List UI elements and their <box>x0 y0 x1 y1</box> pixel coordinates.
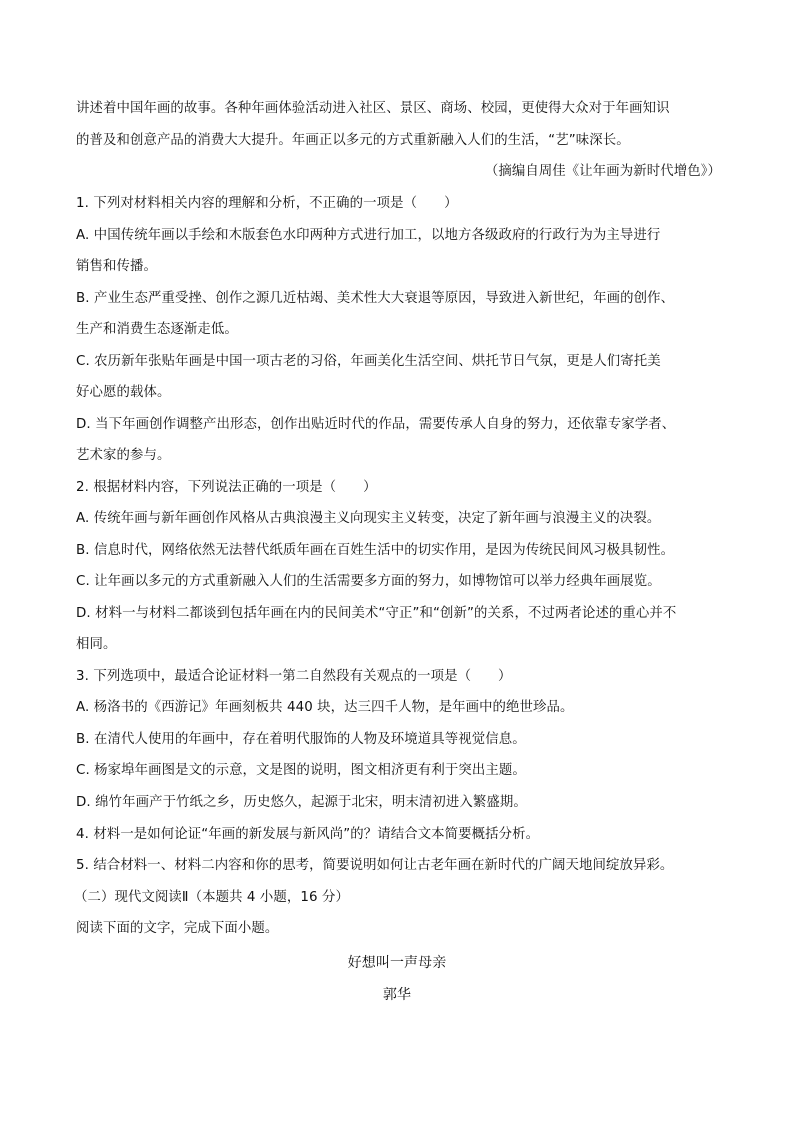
q1-option-b-cont: 生产和消费生态逐渐走低。 <box>76 322 238 337</box>
q1-option-c: C. 农历新年张贴年画是中国一项古老的习俗，年画美化生活空间、烘托节日气氛，更是人们寄托美 <box>76 354 661 369</box>
question-5: 5. 结合材料一、材料二内容和你的思考，简要说明如何让古老年画在新时代的广阔天地间绽放异彩。 <box>76 858 674 873</box>
q3-option-a: A. 杨洛书的《西游记》年画刻板共 440 块，达三四千人物，是年画中的绝世珍品。 <box>76 700 574 715</box>
q2-option-b: B. 信息时代，网络依然无法替代纸质年画在百姓生活中的切实作用，是因为传统民间风习极具韧性。 <box>76 543 675 558</box>
q3-option-b: B. 在清代人使用的年画中，存在着明代服饰的人物及环境道具等视觉信息。 <box>76 732 526 747</box>
q2-option-d-cont: 相同。 <box>76 637 117 652</box>
reading-instruction: 阅读下面的文字，完成下面小题。 <box>76 921 279 936</box>
q2-option-c: C. 让年画以多元的方式重新融入人们的生活需要多方面的努力，如博物馆可以举力经典年画展览。 <box>76 574 661 589</box>
passage-line: 讲述着中国年画的故事。各种年画体验活动进入社区、景区、商场、校园，更使得大众对于年画知识 <box>76 101 670 116</box>
q1-option-a: A. 中国传统年画以手绘和木版套色水印两种方式进行加工，以地方各级政府的行政行为为主导进行 <box>76 228 661 243</box>
question-4: 4. 材料一是如何论证“年画的新发展与新风尚”的？请结合文本简要概括分析。 <box>76 827 540 842</box>
question-1-stem: 1. 下列对材料相关内容的理解和分析，不正确的一项是（ ） <box>76 196 458 211</box>
article-title: 好想叫一声母亲 <box>347 955 447 971</box>
q3-option-d: D. 绵竹年画产于竹纸之乡，历史悠久，起源于北宋，明末清初进入繁盛期。 <box>76 795 527 810</box>
question-2-stem: 2. 根据材料内容，下列说法正确的一项是（ ） <box>76 480 377 495</box>
q3-option-c: C. 杨家埠年画图是文的示意，文是图的说明，图文相济更有利于突出主题。 <box>76 763 526 778</box>
section-heading: （二）现代文阅读Ⅱ（本题共 4 小题，16 分） <box>74 890 349 905</box>
q1-option-a-cont: 销售和传播。 <box>76 259 157 274</box>
q2-option-a: A. 传统年画与新年画创作风格从古典浪漫主义向现实主义转变，决定了新年画与浪漫主义的决裂。 <box>76 511 661 526</box>
question-3-stem: 3. 下列选项中，最适合论证材料一第二自然段有关观点的一项是（ ） <box>76 669 512 684</box>
q2-option-d: D. 材料一与材料二都谈到包括年画在内的民间美术“守正”和“创新”的关系，不过两者论述的重心并不 <box>76 606 677 621</box>
q1-option-c-cont: 好心愿的载体。 <box>76 385 171 400</box>
source-citation: （摘编自周佳《让年画为新时代增色》） <box>484 164 721 179</box>
passage-line: 的普及和创意产品的消费大大提升。年画正以多元的方式重新融入人们的生活，“艺”味深长。 <box>76 133 630 148</box>
article-author: 郭华 <box>382 987 412 1003</box>
q1-option-b: B. 产业生态严重受挫、创作之源几近枯竭、美术性大大衰退等原因，导致进入新世纪，年画的创作、 <box>76 291 675 306</box>
q1-option-d-cont: 艺术家的参与。 <box>76 448 171 463</box>
q1-option-d: D. 当下年画创作调整产出形态，创作出贴近时代的作品，需要传承人自身的努力，还依靠专家学者、 <box>76 417 676 432</box>
